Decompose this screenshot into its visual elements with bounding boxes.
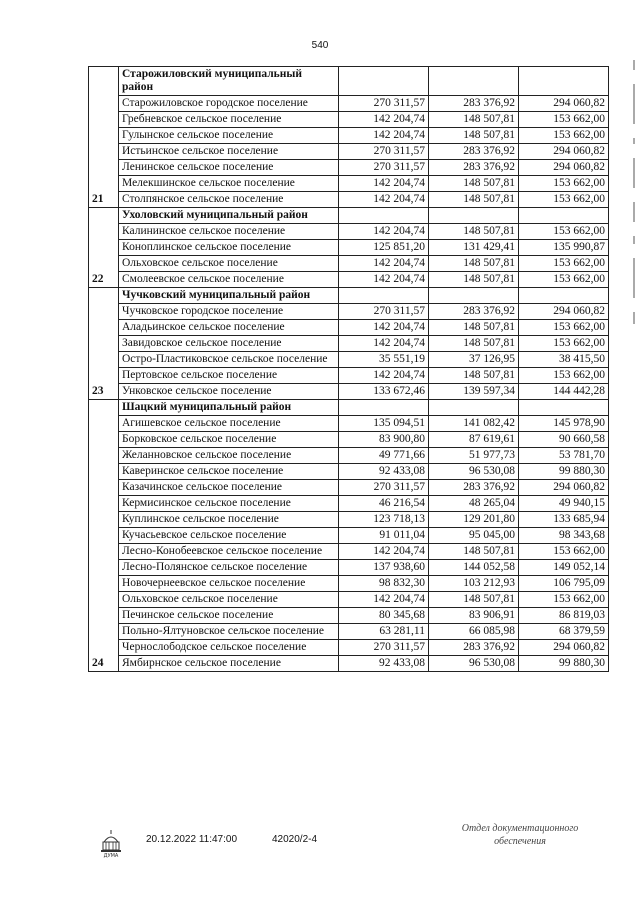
table-row — [89, 592, 609, 608]
amount-year-3: 153 662,00 — [519, 592, 609, 608]
amount-year-1: 92 433,08 — [339, 464, 429, 480]
amount-year-1: 142 204,74 — [339, 592, 429, 608]
amount-year-3: 153 662,00 — [519, 544, 609, 560]
amount-year-2: 37 126,95 — [429, 352, 519, 368]
table-row — [89, 480, 609, 496]
amount-year-1: 270 311,57 — [339, 304, 429, 320]
table-row — [89, 224, 609, 240]
amount-year-1: 49 771,66 — [339, 448, 429, 464]
settlement-name: Польно-Ялтуновское сельское поселение — [119, 624, 339, 640]
amount-year-2: 51 977,73 — [429, 448, 519, 464]
amount-year-2: 148 507,81 — [429, 272, 519, 288]
amount-year-3: 149 052,14 — [519, 560, 609, 576]
table-row — [89, 256, 609, 272]
footer — [0, 820, 640, 905]
amount-year-2: 148 507,81 — [429, 368, 519, 384]
settlement-name: Чернослободское сельское поселение — [119, 640, 339, 656]
amount-year-3: 135 990,87 — [519, 240, 609, 256]
amount-year-1: 270 311,57 — [339, 640, 429, 656]
table-row — [89, 544, 609, 560]
amount-year-2: 95 045,00 — [429, 528, 519, 544]
amount-year-3: 145 978,90 — [519, 416, 609, 432]
settlement-name: Печинское сельское поселение — [119, 608, 339, 624]
amount-year-1: 92 433,08 — [339, 656, 429, 672]
settlement-name: Лесно-Полянское сельское поселение — [119, 560, 339, 576]
amount-year-2: 83 906,91 — [429, 608, 519, 624]
amount-year-3: 90 660,58 — [519, 432, 609, 448]
amount-year-2: 87 619,61 — [429, 432, 519, 448]
amount-year-2: 131 429,41 — [429, 240, 519, 256]
amount-year-2: 283 376,92 — [429, 480, 519, 496]
amount-year-3: 68 379,59 — [519, 624, 609, 640]
empty-cell — [339, 288, 429, 304]
amount-year-2: 148 507,81 — [429, 544, 519, 560]
settlement-name: Столпянское сельское поселение — [119, 192, 339, 208]
amount-year-2: 129 201,80 — [429, 512, 519, 528]
empty-cell — [519, 208, 609, 224]
amount-year-2: 96 530,08 — [429, 656, 519, 672]
empty-cell — [429, 67, 519, 96]
amount-year-3: 38 415,50 — [519, 352, 609, 368]
settlement-name: Ольховское сельское поселение — [119, 592, 339, 608]
empty-cell — [429, 288, 519, 304]
amount-year-3: 294 060,82 — [519, 304, 609, 320]
amount-year-1: 270 311,57 — [339, 144, 429, 160]
settlement-name: Унковское сельское поселение — [119, 384, 339, 400]
amount-year-1: 142 204,74 — [339, 192, 429, 208]
amount-year-1: 142 204,74 — [339, 272, 429, 288]
amount-year-2: 148 507,81 — [429, 176, 519, 192]
table-row — [89, 192, 609, 208]
amount-year-1: 142 204,74 — [339, 176, 429, 192]
department-stamp: Отдел документационного обеспечения — [461, 823, 579, 847]
amount-year-3: 153 662,00 — [519, 320, 609, 336]
logo-text: ДУМА — [103, 853, 119, 858]
empty-cell — [429, 400, 519, 416]
amount-year-1: 98 832,30 — [339, 576, 429, 592]
amount-year-2: 148 507,81 — [429, 128, 519, 144]
section-row — [89, 67, 609, 96]
settlement-name: Калининское сельское поселение — [119, 224, 339, 240]
table-row — [89, 384, 609, 400]
table-row — [89, 272, 609, 288]
settlement-name: Казачинское сельское поселение — [119, 480, 339, 496]
amount-year-1: 46 216,54 — [339, 496, 429, 512]
table-row — [89, 352, 609, 368]
amount-year-3: 294 060,82 — [519, 640, 609, 656]
amount-year-2: 148 507,81 — [429, 192, 519, 208]
section-row — [89, 208, 609, 224]
empty-cell — [429, 208, 519, 224]
amount-year-2: 141 082,42 — [429, 416, 519, 432]
amount-year-1: 270 311,57 — [339, 160, 429, 176]
amount-year-2: 96 530,08 — [429, 464, 519, 480]
amount-year-3: 99 880,30 — [519, 464, 609, 480]
amount-year-1: 91 011,04 — [339, 528, 429, 544]
section-row — [89, 288, 609, 304]
amount-year-1: 270 311,57 — [339, 96, 429, 112]
settlement-name: Желанновское сельское поселение — [119, 448, 339, 464]
amount-year-2: 48 265,04 — [429, 496, 519, 512]
settlement-name: Аладьинское сельское поселение — [119, 320, 339, 336]
settlement-name: Ленинское сельское поселение — [119, 160, 339, 176]
amount-year-2: 139 597,34 — [429, 384, 519, 400]
table-row — [89, 160, 609, 176]
amount-year-2: 148 507,81 — [429, 592, 519, 608]
section-number: 24 — [89, 400, 119, 672]
table-row — [89, 128, 609, 144]
amount-year-3: 153 662,00 — [519, 256, 609, 272]
amount-year-1: 133 672,46 — [339, 384, 429, 400]
settlement-name: Остро-Пластиковское сельское поселение — [119, 352, 339, 368]
table-row — [89, 576, 609, 592]
settlement-name: Завидовское сельское поселение — [119, 336, 339, 352]
amount-year-1: 137 938,60 — [339, 560, 429, 576]
settlement-name: Агишевское сельское поселение — [119, 416, 339, 432]
table-row — [89, 608, 609, 624]
amount-year-1: 142 204,74 — [339, 544, 429, 560]
section-number: 22 — [89, 208, 119, 288]
amount-year-1: 142 204,74 — [339, 224, 429, 240]
section-number: 21 — [89, 67, 119, 208]
amount-year-2: 148 507,81 — [429, 224, 519, 240]
amount-year-2: 103 212,93 — [429, 576, 519, 592]
amount-year-3: 153 662,00 — [519, 128, 609, 144]
amount-year-3: 153 662,00 — [519, 176, 609, 192]
table-row — [89, 112, 609, 128]
settlement-name: Ольховское сельское поселение — [119, 256, 339, 272]
empty-cell — [519, 288, 609, 304]
amount-year-1: 35 551,19 — [339, 352, 429, 368]
empty-cell — [339, 400, 429, 416]
settlement-name: Новочернеевское сельское поселение — [119, 576, 339, 592]
duma-logo-icon — [98, 828, 124, 858]
amount-year-1: 270 311,57 — [339, 480, 429, 496]
table-row — [89, 624, 609, 640]
settlement-name: Кучасьевское сельское поселение — [119, 528, 339, 544]
table-row — [89, 432, 609, 448]
amount-year-3: 153 662,00 — [519, 368, 609, 384]
table-row — [89, 96, 609, 112]
settlement-name: Кермисинское сельское поселение — [119, 496, 339, 512]
settlement-name: Ямбирнское сельское поселение — [119, 656, 339, 672]
settlement-name: Борковское сельское поселение — [119, 432, 339, 448]
table-row — [89, 176, 609, 192]
amount-year-3: 99 880,30 — [519, 656, 609, 672]
scan-edge-marks — [630, 60, 638, 680]
settlement-name: Каверинское сельское поселение — [119, 464, 339, 480]
settlement-name: Смолеевское сельское поселение — [119, 272, 339, 288]
table-row — [89, 528, 609, 544]
amount-year-1: 63 281,11 — [339, 624, 429, 640]
table-row — [89, 336, 609, 352]
amount-year-1: 125 851,20 — [339, 240, 429, 256]
empty-cell — [339, 208, 429, 224]
amount-year-3: 153 662,00 — [519, 112, 609, 128]
table-row — [89, 304, 609, 320]
section-row — [89, 400, 609, 416]
page-number: 540 — [311, 40, 329, 51]
amount-year-2: 66 085,98 — [429, 624, 519, 640]
amount-year-3: 98 343,68 — [519, 528, 609, 544]
settlement-name: Истьинское сельское поселение — [119, 144, 339, 160]
table-row — [89, 320, 609, 336]
amount-year-3: 144 442,28 — [519, 384, 609, 400]
district-title: Ухоловский муниципальный район — [119, 208, 339, 224]
empty-cell — [339, 67, 429, 96]
amount-year-3: 86 819,03 — [519, 608, 609, 624]
table-row — [89, 448, 609, 464]
amount-year-3: 153 662,00 — [519, 272, 609, 288]
amount-year-1: 80 345,68 — [339, 608, 429, 624]
footer-timestamp: 20.12.2022 11:47:00 — [146, 834, 238, 845]
amount-year-1: 83 900,80 — [339, 432, 429, 448]
section-number: 23 — [89, 288, 119, 400]
amount-year-2: 148 507,81 — [429, 256, 519, 272]
amount-year-2: 283 376,92 — [429, 640, 519, 656]
settlement-name: Чучковское городское поселение — [119, 304, 339, 320]
table-row — [89, 560, 609, 576]
amount-year-1: 142 204,74 — [339, 368, 429, 384]
amount-year-1: 142 204,74 — [339, 320, 429, 336]
amount-year-2: 283 376,92 — [429, 144, 519, 160]
settlement-name: Мелекшинское сельское поселение — [119, 176, 339, 192]
amount-year-3: 294 060,82 — [519, 144, 609, 160]
amount-year-2: 283 376,92 — [429, 96, 519, 112]
settlement-name: Лесно-Конобеевское сельское поселение — [119, 544, 339, 560]
amount-year-1: 142 204,74 — [339, 128, 429, 144]
footer-doc-id: 42020/2-4 — [272, 834, 318, 845]
amount-year-2: 148 507,81 — [429, 320, 519, 336]
amount-year-3: 294 060,82 — [519, 160, 609, 176]
settlement-table — [88, 66, 609, 672]
table-row — [89, 464, 609, 480]
settlement-name: Куплинское сельское поселение — [119, 512, 339, 528]
amount-year-2: 283 376,92 — [429, 304, 519, 320]
settlement-name: Старожиловское городское поселение — [119, 96, 339, 112]
settlement-name: Гулынское сельское поселение — [119, 128, 339, 144]
amount-year-1: 142 204,74 — [339, 112, 429, 128]
amount-year-2: 144 052,58 — [429, 560, 519, 576]
table-row — [89, 496, 609, 512]
amount-year-3: 153 662,00 — [519, 336, 609, 352]
amount-year-2: 283 376,92 — [429, 160, 519, 176]
settlement-name: Гребневское сельское поселение — [119, 112, 339, 128]
district-title: Чучковский муниципальный район — [119, 288, 339, 304]
table-row — [89, 640, 609, 656]
amount-year-3: 294 060,82 — [519, 96, 609, 112]
amount-year-3: 133 685,94 — [519, 512, 609, 528]
empty-cell — [519, 400, 609, 416]
amount-year-3: 106 795,09 — [519, 576, 609, 592]
settlement-name: Пертовское сельское поселение — [119, 368, 339, 384]
amount-year-2: 148 507,81 — [429, 336, 519, 352]
amount-year-1: 142 204,74 — [339, 336, 429, 352]
table-row — [89, 656, 609, 672]
table-row — [89, 144, 609, 160]
amount-year-3: 53 781,70 — [519, 448, 609, 464]
district-title: Шацкий муниципальный район — [119, 400, 339, 416]
settlement-name: Коноплинское сельское поселение — [119, 240, 339, 256]
amount-year-3: 49 940,15 — [519, 496, 609, 512]
amount-year-1: 135 094,51 — [339, 416, 429, 432]
amount-year-3: 153 662,00 — [519, 224, 609, 240]
amount-year-1: 123 718,13 — [339, 512, 429, 528]
district-title: Старожиловский муниципальный район — [119, 67, 339, 96]
amount-year-3: 153 662,00 — [519, 192, 609, 208]
table-row — [89, 416, 609, 432]
table-row — [89, 368, 609, 384]
amount-year-1: 142 204,74 — [339, 256, 429, 272]
empty-cell — [519, 67, 609, 96]
amount-year-2: 148 507,81 — [429, 112, 519, 128]
table-row — [89, 512, 609, 528]
amount-year-3: 294 060,82 — [519, 480, 609, 496]
table-row — [89, 240, 609, 256]
